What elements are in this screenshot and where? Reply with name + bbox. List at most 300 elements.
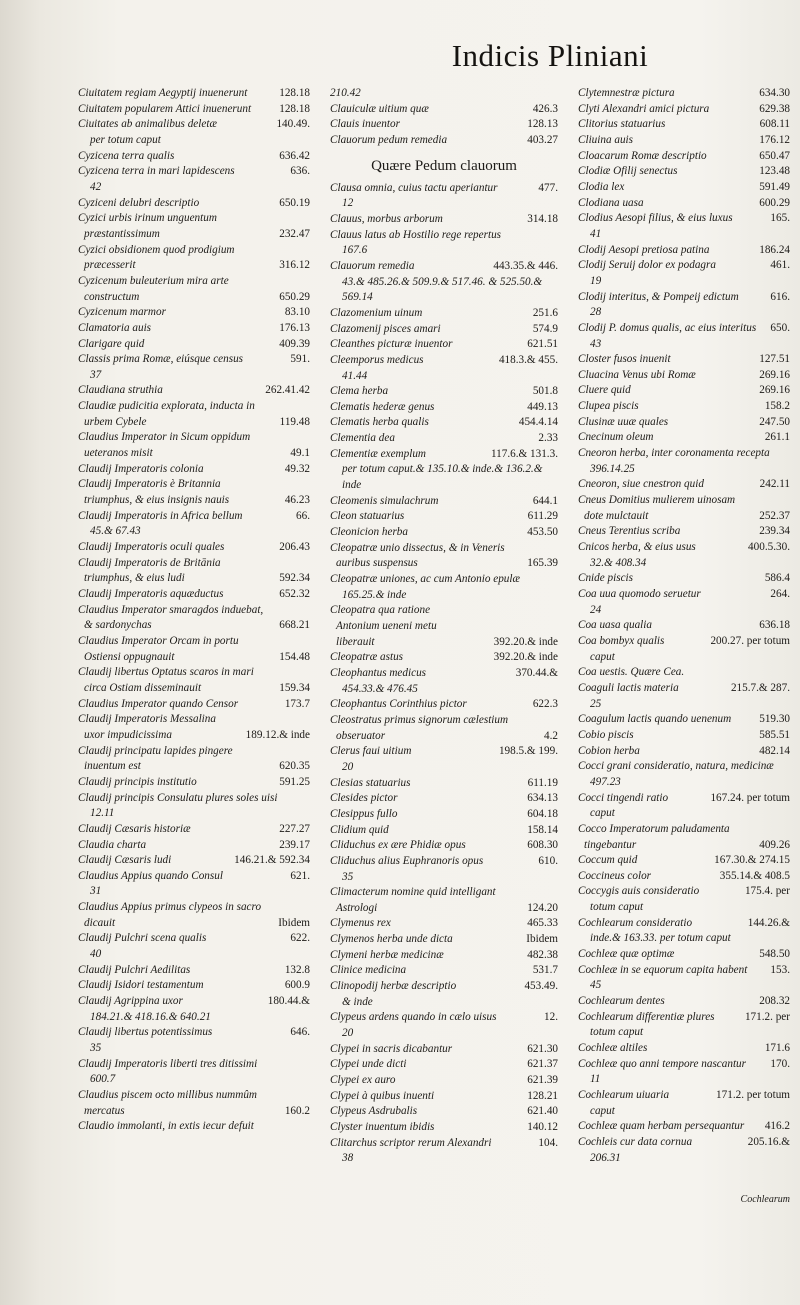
entry-continuation-text: 12 [342, 197, 354, 210]
entry-continuation-text: 42 [90, 180, 102, 193]
entry-reference: 622. [290, 932, 310, 945]
column-subheading: Quære Pedum clauorum [371, 157, 517, 174]
entry-text: Cyzicenum marmor [78, 306, 166, 319]
entry-reference: 519.30 [759, 713, 790, 726]
entry-reference: 167.30.& 274.15 [714, 854, 790, 867]
index-entry [78, 556, 310, 587]
entry-reference: 453.49. [524, 980, 558, 993]
entry-text: Claudij principatu lapides pingere inuentum est [78, 744, 233, 773]
index-entry [330, 713, 558, 744]
index-entry [330, 337, 558, 353]
entry-text: Cleomenis simulachrum [330, 494, 439, 507]
index-entry [330, 525, 558, 541]
entry-continuation [578, 697, 790, 713]
entry-text: Clitarchus scriptor rerum Alexandri [330, 1136, 492, 1149]
index-entry [578, 884, 790, 900]
entry-reference: 592.34 [279, 572, 310, 585]
entry-reference: 180.44.& [267, 995, 310, 1008]
index-entry [330, 885, 558, 916]
index-entry [578, 744, 790, 760]
entry-text: Clodij interitus, & Pompeij edictum [578, 290, 739, 303]
entry-text: Clitorius statuarius [578, 118, 666, 131]
entry-reference: 4.2 [544, 729, 558, 742]
index-entry [330, 791, 558, 807]
index-entry [330, 384, 558, 400]
entry-continuation [578, 1151, 790, 1167]
index-entry [578, 1041, 790, 1057]
entry-continuation [330, 1026, 558, 1042]
entry-text: Coccum quid [578, 854, 638, 867]
entry-continuation [330, 760, 558, 776]
entry-text: Coa uasa qualia [578, 619, 652, 632]
entry-text: Cleophantus Corinthius pictor [330, 698, 467, 711]
index-entry [578, 994, 790, 1010]
entry-reference: 501.8 [532, 385, 558, 398]
entry-text: Claudius Imperator smaragdos induebat, & sardonychas [78, 603, 264, 632]
entry-text: Clema herba [330, 385, 389, 398]
entry-continuation [78, 947, 310, 963]
index-entry [330, 212, 558, 228]
index-column-left [78, 86, 310, 1135]
entry-reference: 239.34 [759, 525, 790, 538]
entry-text: Claudij principis Consulatu plures soles uisi [78, 791, 278, 804]
index-entry [578, 665, 790, 681]
entry-reference: 66. [296, 509, 310, 522]
entry-text: Cleemporus medicus [330, 353, 424, 366]
index-entry [78, 102, 310, 118]
entry-reference: 175.4. per [744, 885, 790, 898]
entry-reference: 140.49. [276, 118, 310, 131]
entry-continuation [330, 243, 558, 259]
entry-reference: 461. [770, 259, 790, 272]
entry-continuation [578, 556, 790, 572]
entry-reference: 400.5.30. [748, 541, 790, 554]
entry-reference: 206.43 [279, 541, 310, 554]
entry-reference: 392.20.& inde [493, 651, 558, 664]
entry-text: Clymeni herbæ medicinæ [330, 948, 444, 961]
index-entry [578, 681, 790, 697]
entry-text: Clementiæ exemplum [330, 447, 427, 460]
index-entry [78, 383, 310, 399]
entry-continuation [578, 806, 790, 822]
entry-reference: 119.48 [279, 415, 310, 428]
entry-reference: 154.48 [279, 650, 310, 663]
entry-text: Claudij Cæsaris ludi [78, 854, 172, 867]
entry-text: Cleon statuarius [330, 510, 405, 523]
entry-text: Cyzicena terra in mari lapidescens [78, 165, 235, 178]
index-entry [578, 415, 790, 431]
entry-reference: 634.13 [527, 792, 558, 805]
entry-continuation-text: totum caput [590, 1026, 644, 1039]
index-entry [578, 963, 790, 979]
entry-reference: 482.14 [759, 744, 790, 757]
index-entry [330, 1104, 558, 1120]
index-entry [330, 838, 558, 854]
index-entry [330, 259, 558, 275]
entry-reference: 574.9 [532, 322, 558, 335]
entry-text: Clypei in sacris dicabantur [330, 1042, 453, 1055]
index-entry [330, 415, 558, 431]
index-entry [330, 400, 558, 416]
index-entry [78, 634, 310, 665]
entry-reference: 165.39 [527, 557, 558, 570]
entry-reference: 158.2 [764, 400, 790, 413]
index-entry [78, 540, 310, 556]
index-entry [78, 963, 310, 979]
entry-text: Clauorum pedum remedia [330, 133, 448, 146]
entry-text: Cochlearum dentes [578, 995, 665, 1008]
entry-reference: 171.2. per totum [716, 1089, 790, 1101]
index-entry [330, 948, 558, 964]
index-entry [78, 321, 310, 337]
index-entry [578, 86, 790, 102]
index-entry [330, 776, 558, 792]
entry-reference: 176.13 [279, 321, 310, 334]
entry-reference: 167.24. per totum [710, 791, 790, 804]
page-header: Indicis Pliniani [451, 38, 649, 73]
entry-text: Clupea piscis [578, 400, 639, 413]
entry-continuation-text: caput [590, 650, 615, 663]
index-entry [330, 1010, 558, 1026]
index-entry [78, 352, 310, 368]
index-entry [578, 102, 790, 118]
entry-continuation-text: 35 [342, 870, 354, 883]
entry-reference: 170. [770, 1057, 790, 1070]
entry-text: Claudij libertus potentissimus [78, 1026, 213, 1039]
entry-continuation [578, 900, 790, 916]
entry-text: Cneus Domitius mulierem uinosam dote mulctauit [578, 494, 736, 522]
entry-continuation-text: 43.& 485.26.& 509.9.& 517.46. & 525.50.& 569.14 [342, 275, 543, 304]
entry-continuation-text: 184.21.& 418.16.& 640.21 [90, 1010, 211, 1023]
entry-continuation [330, 275, 558, 306]
index-entry [330, 102, 558, 118]
index-entry [78, 164, 310, 180]
entry-continuation-text: 20 [342, 760, 354, 773]
index-entry [78, 86, 310, 102]
entry-text: Clesides pictor [330, 792, 398, 805]
entry-continuation [78, 806, 310, 822]
index-entry [578, 524, 790, 540]
index-entry [78, 603, 310, 634]
entry-continuation [578, 775, 790, 791]
entry-reference: 591. [290, 353, 310, 366]
entry-reference: 608.30 [527, 839, 558, 852]
entry-reference: 646. [290, 1026, 310, 1039]
entry-reference: 586.4 [764, 572, 790, 585]
entry-continuation-text: totum caput [590, 901, 644, 914]
entry-continuation-text: 38 [342, 1152, 354, 1165]
entry-text: Cochleæ quæ optimæ [578, 948, 675, 961]
entry-continuation-text: 206.31 [590, 1151, 621, 1164]
index-entry [78, 853, 310, 869]
entry-text: Claudia charta [78, 838, 147, 851]
entry-text: Coa uua quomodo seruetur [578, 588, 701, 600]
index-entry [78, 211, 310, 242]
entry-reference: 650.19 [279, 196, 310, 209]
entry-reference: 2.33 [538, 432, 558, 445]
entry-continuation [78, 884, 310, 900]
entry-text: Claudij Imperatoris oculi quales [78, 541, 225, 554]
entry-text: Cochlearum uiuaria [578, 1089, 670, 1101]
entry-reference: 314.18 [527, 212, 558, 225]
entry-text: Cleopatræ uniones, ac cum Antonio epulæ [330, 573, 520, 586]
entry-continuation [578, 931, 790, 947]
entry-text: Ciuitatem popularem Attici inuenerunt [78, 102, 252, 115]
index-entry [78, 978, 310, 994]
entry-text: Cochlearum consideratio [578, 916, 693, 929]
index-entry [578, 1057, 790, 1073]
entry-reference: 650. [770, 321, 790, 334]
entry-text: Cnide piscis [578, 572, 634, 585]
entry-continuation-text: 12.11 [90, 807, 115, 820]
entry-reference: 127.51 [759, 353, 790, 366]
entry-continuation [330, 369, 558, 385]
entry-reference: 128.18 [279, 102, 310, 115]
entry-reference: Ibidem [526, 933, 558, 946]
entry-text: Clauorum remedia [330, 259, 415, 272]
entry-text: Clusinæ uuæ quales [578, 415, 669, 428]
entry-reference: 49.32 [284, 462, 310, 475]
index-entry [578, 290, 790, 306]
index-entry [578, 759, 790, 775]
entry-reference: 144.26.& [747, 916, 790, 929]
entry-text: Clesias statuarius [330, 776, 411, 789]
index-entry [78, 665, 310, 696]
entry-reference: 465.33 [527, 917, 558, 930]
entry-continuation-text: per totum caput.& 135.10.& inde.& 136.2.& inde [342, 463, 543, 492]
catchword: Cochlearum [740, 1194, 790, 1205]
entry-text: Ciuitates ab animalibus deletæ [78, 118, 217, 131]
entry-reference: 585.51 [759, 728, 790, 741]
entry-text: Coccineus color [578, 869, 652, 882]
entry-text: Cochleæ altiles [578, 1042, 648, 1055]
index-entry [330, 1089, 558, 1105]
index-column-right [578, 86, 790, 1166]
index-entry [330, 447, 558, 463]
entry-reference: 123.48 [759, 165, 790, 178]
index-entry [78, 305, 310, 321]
index-entry [78, 1119, 310, 1135]
entry-text: Cliduchus alius Euphranoris opus [330, 854, 484, 867]
entry-reference: 621.39 [527, 1074, 558, 1087]
entry-text: Clodius Aesopi filius, & eius luxus [578, 212, 733, 225]
index-entry [578, 634, 790, 650]
entry-reference: 621.37 [527, 1058, 558, 1071]
entry-text: Clymenos herba unde dicta [330, 933, 453, 946]
index-entry [78, 430, 310, 461]
entry-text: Cluere quid [578, 384, 631, 397]
index-entry [578, 587, 790, 603]
entry-reference: 650.29 [279, 290, 310, 303]
entry-reference: 227.27 [279, 822, 310, 835]
entry-text: Cliuina auis [578, 133, 634, 146]
index-entry [78, 1057, 310, 1073]
entry-reference: 252.37 [759, 509, 790, 522]
entry-reference: 124.20 [527, 901, 558, 914]
entry-reference: 261.1 [764, 431, 790, 444]
entry-reference: 186.24 [759, 243, 790, 256]
entry-reference: 140.12 [527, 1121, 558, 1133]
index-entry [78, 1025, 310, 1041]
entry-reference: 644.1 [532, 494, 558, 507]
index-entry [578, 368, 790, 384]
entry-text: Climacterum nomine quid intelligant Astrologi [330, 886, 496, 914]
entry-text: Cochleæ in se equorum capita habent [578, 963, 748, 976]
index-entry [78, 869, 310, 885]
entry-continuation-text: 11 [590, 1073, 601, 1086]
index-entry [578, 947, 790, 963]
entry-text: Cyzici urbis irinum unguentum præstantissimum [78, 212, 217, 240]
entry-reference: 171.2. per [744, 1010, 790, 1023]
entry-reference: 146.21.& 592.34 [234, 854, 310, 867]
index-entry [330, 603, 558, 650]
entry-text: Clinice medicina [330, 964, 407, 977]
entry-continuation [578, 305, 790, 321]
entry-reference: 591.49 [759, 180, 790, 193]
entry-text: Claudius piscem octo millibus nummûm mercatus [78, 1089, 257, 1117]
entry-reference: 600.29 [759, 196, 790, 209]
entry-text: Cneus Terentius scriba [578, 525, 681, 538]
entry-text: Cleanthes picturæ inuentor [330, 338, 453, 351]
entry-reference: 636.18 [759, 619, 790, 632]
index-entry [330, 1042, 558, 1058]
entry-text: 210.42 [330, 87, 361, 99]
index-entry [330, 1057, 558, 1073]
entry-text: Cleonicion herba [330, 526, 408, 539]
entry-continuation-text: 600.7 [90, 1073, 116, 1086]
entry-text: Cleopatra qua ratione Antonium ueneni metu liberauit [330, 604, 437, 648]
index-entry [578, 258, 790, 274]
index-entry [78, 791, 310, 807]
entry-text: Clypeus Asdrubalis [330, 1105, 418, 1118]
entry-reference: 449.13 [527, 400, 558, 413]
entry-reference: 610. [538, 854, 558, 867]
entry-continuation [578, 1025, 790, 1041]
entry-reference: 634.30 [759, 87, 790, 99]
index-entry [78, 337, 310, 353]
index-entry [578, 133, 790, 149]
index-entry [330, 306, 558, 322]
entry-continuation-text: 31 [90, 885, 102, 898]
index-entry [330, 932, 558, 948]
entry-text: Classis prima Romæ, eiúsque census [78, 353, 244, 366]
entry-continuation [78, 1010, 310, 1026]
entry-text: Clauiculæ uitium quæ [330, 102, 429, 115]
entry-reference: 46.23 [284, 494, 310, 507]
entry-continuation [578, 650, 790, 666]
index-entry [78, 994, 310, 1010]
entry-continuation [578, 1104, 790, 1120]
index-entry [578, 493, 790, 524]
entry-text: Cochleis cur data cornua [578, 1135, 693, 1148]
entry-text: Cneoron herba, inter coronamenta recepta [578, 447, 770, 460]
entry-reference: 621. [290, 869, 310, 882]
index-entry [330, 744, 558, 760]
entry-continuation-text: 41 [590, 227, 602, 240]
index-entry [578, 869, 790, 885]
entry-continuation [330, 995, 558, 1011]
entry-text: Clodiana uasa [578, 196, 644, 209]
entry-reference: 616. [770, 290, 790, 303]
index-entry [578, 853, 790, 869]
index-entry [330, 494, 558, 510]
entry-reference: 198.5.& 199. [498, 745, 558, 758]
entry-text: Clerus faui uitium [330, 745, 412, 758]
entry-text: Cneoron, siue cnestron quid [578, 478, 704, 491]
index-entry [578, 1088, 790, 1104]
entry-continuation-text: & inde [342, 995, 373, 1008]
index-entry [578, 618, 790, 634]
entry-continuation-text: 28 [590, 306, 602, 319]
index-entry [578, 1119, 790, 1135]
entry-reference: 531.7 [532, 964, 558, 977]
entry-reference: 409.26 [759, 838, 790, 851]
entry-reference: 608.11 [759, 118, 790, 131]
entry-text: Clodij Seruij dolor ex podagra [578, 259, 716, 272]
entry-text: Cochleæ quo anni tempore nascantur [578, 1057, 747, 1070]
entry-reference: 165. [770, 212, 790, 225]
index-entry [78, 477, 310, 508]
index-entry [578, 822, 790, 853]
entry-reference: 370.44.& [515, 666, 558, 679]
index-entry [78, 243, 310, 274]
entry-text: Clarigare quid [78, 337, 145, 350]
entry-continuation-text: 19 [590, 274, 602, 287]
index-entry [78, 399, 310, 430]
entry-reference: 83.10 [284, 306, 310, 319]
entry-text: Coccygis auis consideratio [578, 885, 700, 898]
index-entry [330, 916, 558, 932]
entry-continuation-text: 32.& 408.34 [590, 556, 647, 569]
index-entry [578, 352, 790, 368]
entry-text: Cleopatræ astus [330, 651, 404, 664]
entry-reference: 251.6 [532, 306, 558, 319]
entry-reference: 117.6.& 131.3. [490, 447, 558, 460]
entry-text: Claudij Imperatoris de Britānia triumphus, & eius ludi [78, 556, 221, 585]
index-entry [330, 572, 558, 588]
entry-text: Cloacarum Romæ descriptio [578, 149, 707, 162]
index-entry [330, 854, 558, 870]
entry-continuation-text: 43 [590, 337, 602, 350]
entry-reference: 548.50 [759, 948, 790, 961]
entry-reference: Ibidem [278, 916, 310, 929]
entry-text: Claudio immolanti, in extis iecur defuit [78, 1120, 254, 1133]
index-entry [330, 1120, 558, 1136]
entry-text: Claudij Pulchri Aedilitas [78, 963, 191, 976]
entry-reference: 621.51 [527, 338, 558, 351]
entry-reference: 239.17 [279, 838, 310, 851]
entry-continuation-text: 20 [342, 1027, 354, 1040]
index-entry [78, 1088, 310, 1119]
entry-text: Claudij Imperatoris Messalina uxor impudicissima [78, 713, 216, 741]
entry-reference: 443.35.& 446. [493, 259, 558, 272]
entry-continuation-text: 454.33.& 476.45 [342, 682, 418, 695]
entry-continuation [578, 603, 790, 619]
index-entry [330, 823, 558, 839]
entry-text: Claudij Pulchri scena qualis [78, 932, 207, 945]
index-entry [78, 587, 310, 603]
entry-text: Clematis hederæ genus [330, 400, 435, 413]
entry-text: Claudij libertus Optatus scaros in mari circa Ostiam disseminauit [78, 666, 254, 694]
entry-continuation-text: per totum caput [90, 133, 161, 146]
index-entry [578, 149, 790, 165]
entry-reference: 242.11 [759, 478, 790, 491]
entry-text: Claudij Cæsaris historiæ [78, 822, 191, 835]
entry-text: Cleopatræ unio dissectus, & in Veneris auribus suspensus [330, 541, 505, 570]
entry-text: Claudius Imperator in Sicum oppidum ueteranos misit [78, 431, 251, 460]
entry-reference: 621.40 [527, 1105, 558, 1118]
entry-continuation [330, 462, 558, 493]
